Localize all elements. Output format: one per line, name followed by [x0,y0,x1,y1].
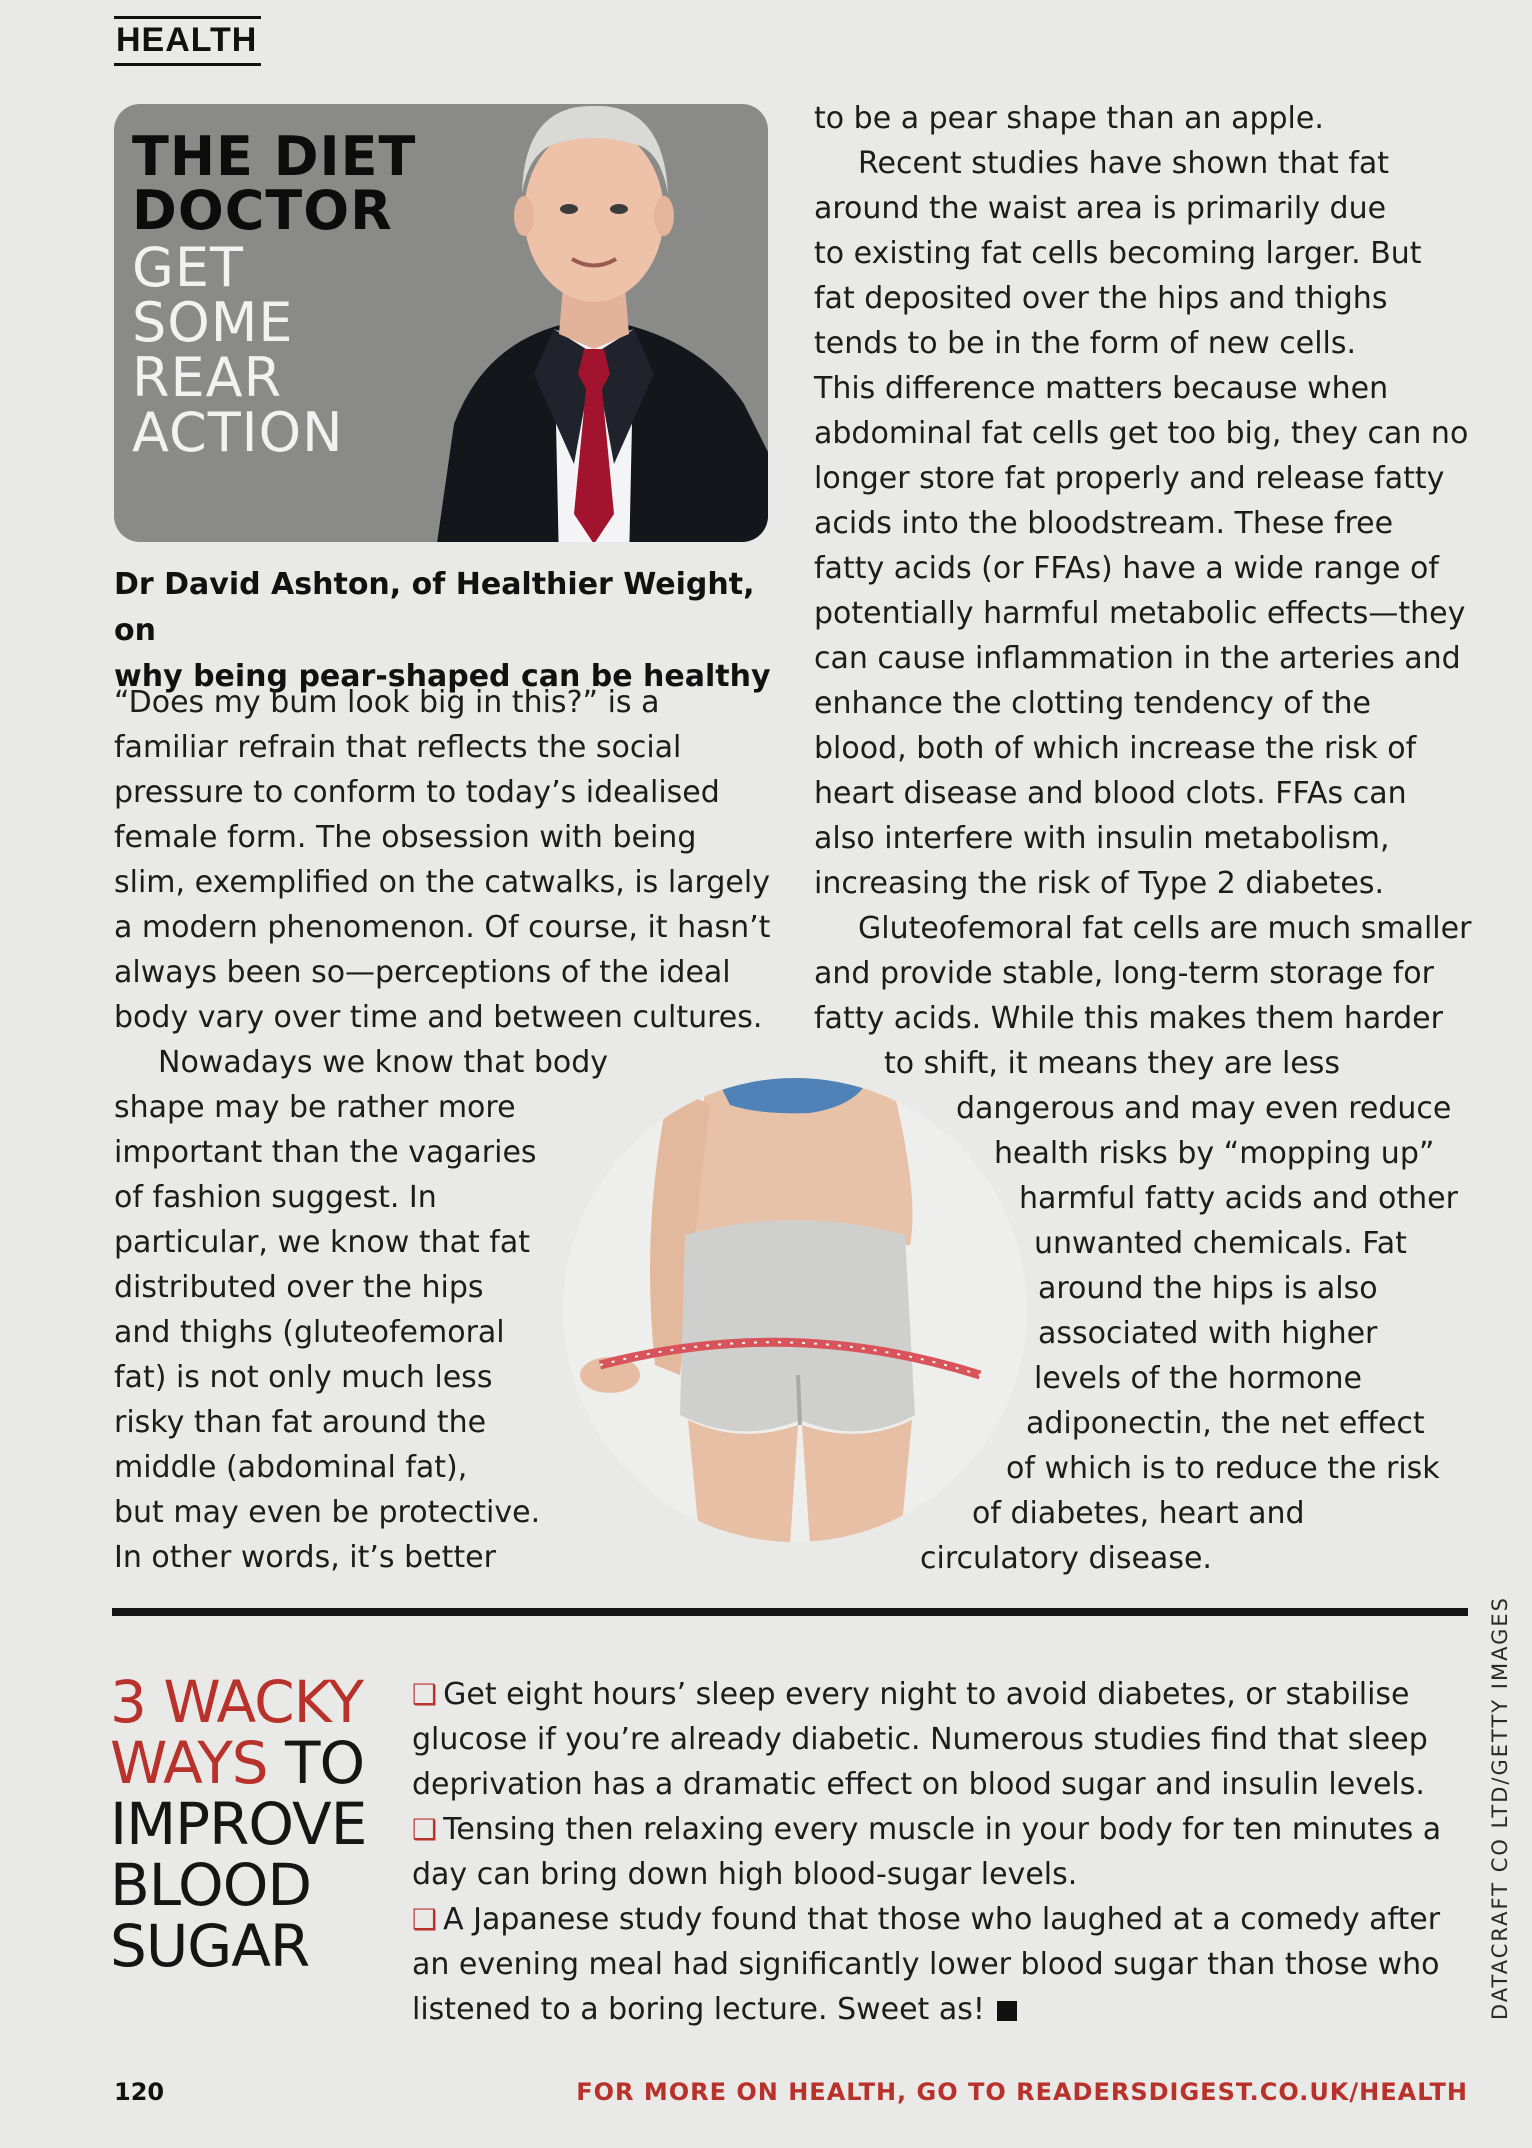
wacky-heading-dark-word: TO [267,1729,365,1797]
standfirst-line: Dr David Ashton, of Healthier Weight, on [114,567,755,648]
body-line: blood, both of which increase the risk of [814,731,1417,766]
body-line: tends to be in the form of new cells. [814,326,1357,361]
footer-link[interactable]: FOR MORE ON HEALTH, GO TO READERSDIGEST.CO.UK/HEALTH [576,2078,1468,2106]
body-line: acids into the bloodstream. These free [814,506,1394,541]
body-line: increasing the risk of Type 2 diabetes. [814,866,1385,901]
body-line: fat deposited over the hips and thighs [814,281,1388,316]
body-line: also interfere with insulin metabolism, [814,821,1390,856]
section-label: HEALTH [114,16,261,66]
hero-title-line: DOCTOR [132,179,393,242]
wacky-heading-line: 3 WACKY [110,1668,364,1736]
tip-line: deprivation has a dramatic effect on blood sugar and insulin levels. [412,1767,1425,1802]
body-line: of fashion suggest. In [114,1180,437,1215]
body-line: female form. The obsession with being [114,820,697,855]
tip-text: Tensing then relaxing every muscle in your body for ten minutes a [443,1812,1442,1847]
body-line: to shift, it means they are less [884,1046,1341,1081]
body-line: around the hips is also [1038,1271,1378,1306]
body-line: important than the vagaries [114,1135,537,1170]
body-line: Nowadays we know that body [158,1045,609,1080]
hero-subtitle-line: REAR [132,346,283,409]
body-line: always been so—perceptions of the ideal [114,955,731,990]
body-line: longer store fat properly and release fatty [814,461,1445,496]
body-line: middle (abdominal fat), [114,1450,468,1485]
body-line: distributed over the hips [114,1270,484,1305]
tip-line [412,1987,1472,2032]
tip-line: an evening meal had significantly lower blood sugar than those who [412,1947,1440,1982]
body-line: Recent studies have shown that fat [858,146,1390,181]
end-mark-icon [997,2001,1017,2021]
wacky-heading-line: BLOOD [110,1851,312,1919]
doctor-portrait-image [414,104,768,542]
body-line: can cause inflammation in the arteries and [814,641,1461,676]
body-line: of which is to reduce the risk [1006,1451,1440,1486]
body-line: dangerous and may even reduce [956,1091,1452,1126]
body-line: and provide stable, long-term storage for [814,956,1434,991]
hero-title-line: THE DIET [132,125,417,188]
tape-measure-photo [560,1075,1030,1545]
body-line: a modern phenomenon. Of course, it hasn’t [114,910,771,945]
body-line: to existing fat cells becoming larger. But [814,236,1422,271]
body-line: “Does my bum look big in this?” is a [114,685,660,720]
wacky-heading-line [110,1729,366,1797]
tip-line [412,1672,1472,1717]
body-line: to be a pear shape than an apple. [814,101,1324,136]
body-line: This difference matters because when [814,371,1389,406]
body-line: pressure to conform to today’s idealised [114,775,720,810]
body-line: levels of the hormone [1034,1361,1362,1396]
body-line: fat) is not only much less [114,1360,493,1395]
hero-subtitle [132,236,344,464]
wacky-ways-heading [110,1668,367,1980]
tips-list [412,1672,1472,2032]
body-line: adiponectin, the net effect [1026,1406,1425,1441]
standfirst-line: why being pear-shaped can be healthy [114,659,771,694]
body-line: but may even be protective. [114,1495,541,1530]
tip-line: day can bring down high blood-sugar levels. [412,1857,1078,1892]
body-line: Gluteofemoral fat cells are much smaller [858,911,1472,946]
body-line: In other words, it’s better [114,1540,496,1575]
body-line: fatty acids. While this makes them harder [814,1001,1443,1036]
section-divider [112,1608,1468,1616]
checkbox-bullet-icon: ❑ [412,1903,438,1936]
wacky-heading-line: SUGAR [110,1912,310,1980]
body-line: shape may be rather more [114,1090,516,1125]
wacky-heading-red-word: WAYS [110,1729,268,1797]
tip-text: A Japanese study found that those who laughed at a comedy after [443,1902,1441,1937]
body-line: of diabetes, heart and [972,1496,1305,1531]
body-line: particular, we know that fat [114,1225,531,1260]
body-line: heart disease and blood clots. FFAs can [814,776,1407,811]
hero-title [132,125,417,242]
tip-line [412,1897,1472,1942]
tip-text: listened to a boring lecture. Sweet as! [412,1992,985,2027]
hero-subtitle-line: SOME [132,291,294,354]
body-line: potentially harmful metabolic effects—they [814,596,1466,631]
body-line: risky than fat around the [114,1405,487,1440]
body-line: around the waist area is primarily due [814,191,1387,226]
body-line: body vary over time and between cultures. [114,1000,763,1035]
body-line: and thighs (gluteofemoral [114,1315,505,1350]
body-line: health risks by “mopping up” [994,1136,1435,1171]
hero-subtitle-line: ACTION [132,401,344,464]
hero-subtitle-line: GET [132,236,244,299]
photo-credit: DATACRAFT CO LTD/GETTY IMAGES [1488,1596,1512,2020]
body-line: associated with higher [1038,1316,1378,1351]
body-line: unwanted chemicals. Fat [1034,1226,1407,1261]
checkbox-bullet-icon: ❑ [412,1678,438,1711]
hero-box [114,104,768,542]
tip-line: glucose if you’re already diabetic. Numerous studies find that sleep [412,1722,1428,1757]
checkbox-bullet-icon: ❑ [412,1813,438,1846]
body-line: circulatory disease. [920,1541,1212,1576]
body-line: abdominal fat cells get too big, they can no [814,416,1469,451]
body-line: familiar refrain that reflects the social [114,730,682,765]
tip-line [412,1807,1472,1852]
body-line: slim, exemplified on the catwalks, is largely [114,865,770,900]
body-line: harmful fatty acids and other [1019,1181,1458,1216]
body-line: fatty acids (or FFAs) have a wide range of [814,551,1439,586]
page-number: 120 [114,2078,165,2106]
wacky-heading-line: IMPROVE [110,1790,367,1858]
body-line: enhance the clotting tendency of the [814,686,1371,721]
tip-text: Get eight hours’ sleep every night to avoid diabetes, or stabilise [443,1677,1410,1712]
